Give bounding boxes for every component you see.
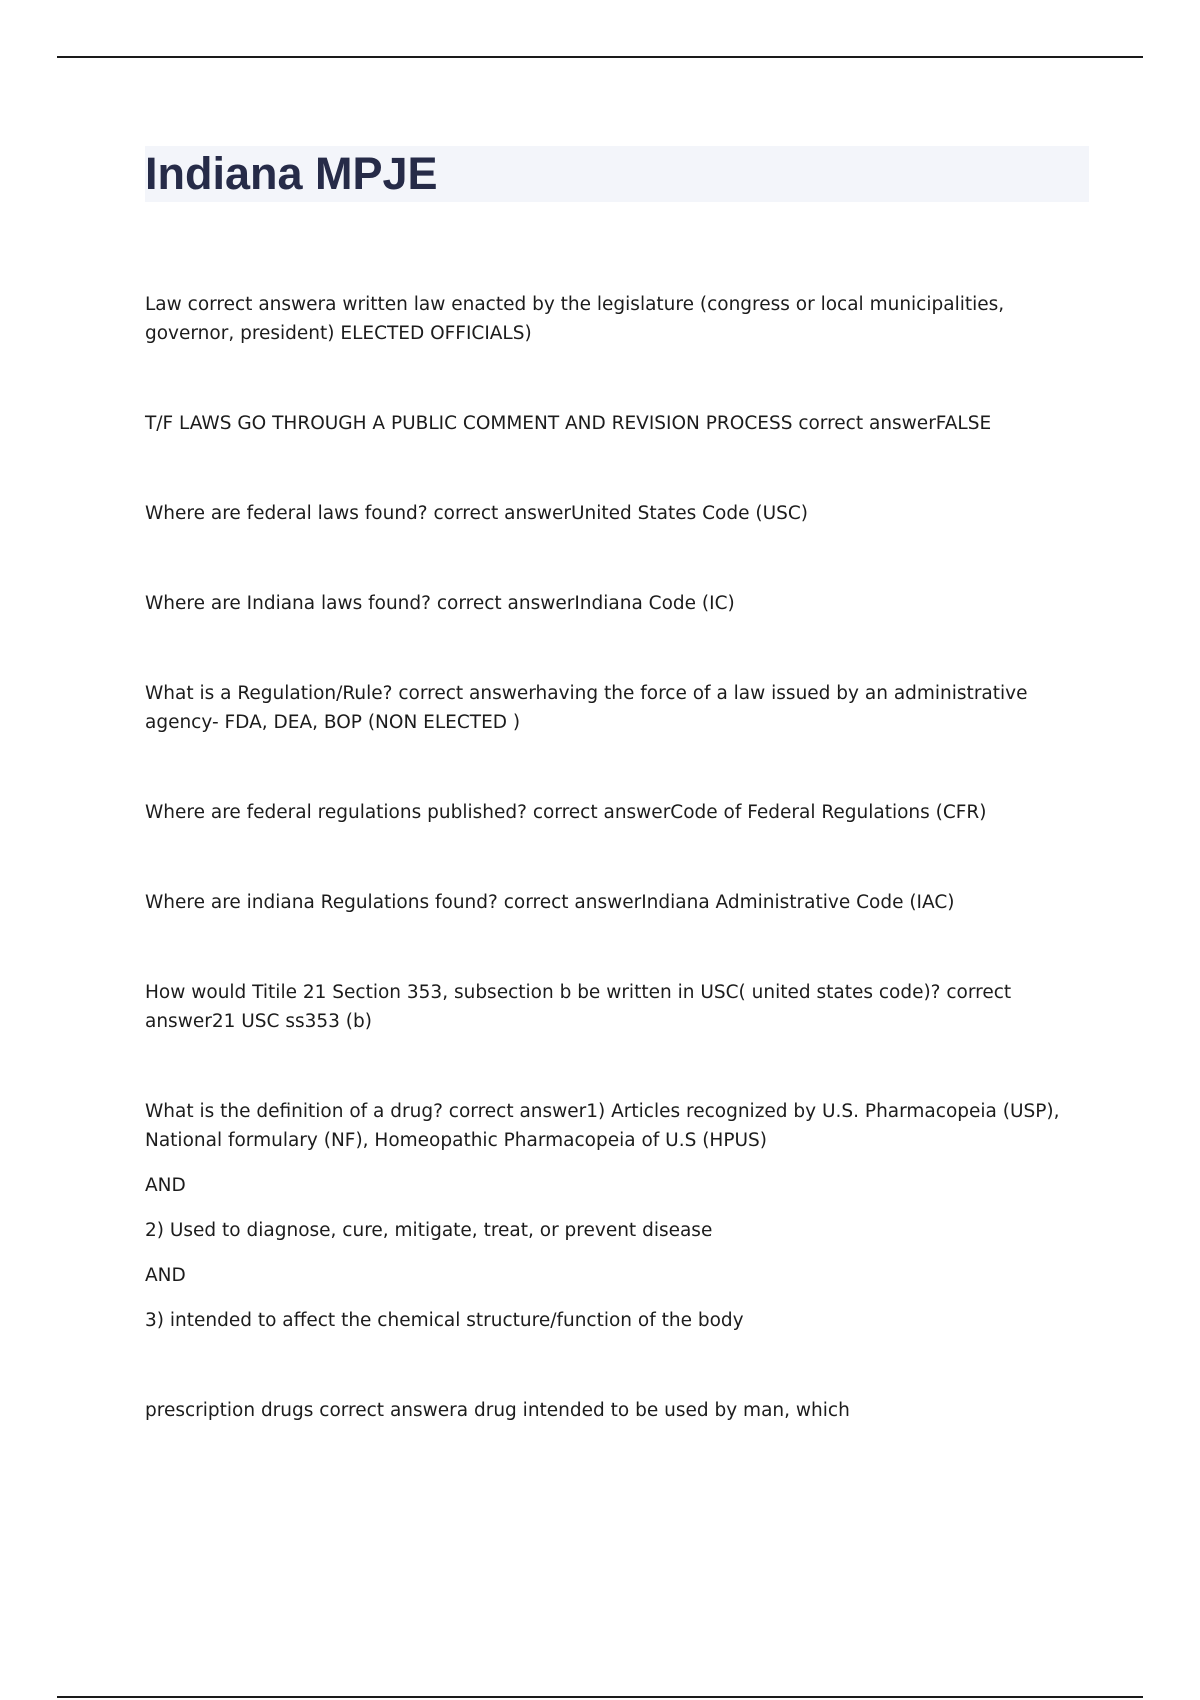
flashcard-text — [145, 978, 1090, 1036]
correct-answer-label: correct answer — [181, 294, 326, 315]
flashcard-text — [145, 589, 1090, 618]
top-divider — [57, 56, 1143, 58]
flashcard-text — [145, 1097, 1090, 1155]
flashcard-item — [145, 1097, 1090, 1335]
flashcard-item — [145, 888, 1090, 917]
flashcard-term: Where are federal laws found? — [145, 503, 428, 524]
flashcard-text — [145, 1396, 1090, 1425]
flashcard-text — [145, 290, 1090, 348]
flashcard-answer: Indiana Code (IC) — [574, 593, 735, 614]
flashcard-term: Where are indiana Regulations found? — [145, 892, 498, 913]
flashcard-answer: Indiana Administrative Code (IAC) — [641, 892, 955, 913]
flashcard-term: How would Titile 21 Section 353, subsection b be written in USC( united states code)? — [145, 982, 941, 1003]
flashcard-item — [145, 798, 1090, 827]
document-title: Indiana MPJE — [145, 148, 438, 199]
flashcard-term: Where are federal regulations published? — [145, 802, 527, 823]
flashcard-item — [145, 499, 1090, 528]
flashcard-answer: a written law enacted by the legislature (congress or local municipalities, governor, president) ELECTED OFFICIALS) — [145, 294, 1005, 344]
flashcard-item — [145, 1396, 1090, 1425]
flashcard-term: prescription drugs — [145, 1400, 314, 1421]
flashcard-answer-line: AND — [145, 1175, 186, 1196]
flashcard-term: T/F LAWS GO THROUGH A PUBLIC COMMENT AND REVISION PROCESS — [145, 413, 793, 434]
correct-answer-label: correct answer — [497, 892, 642, 913]
flashcard-answer: 21 USC ss353 (b) — [211, 1011, 372, 1032]
flashcard-term: What is a Regulation/Rule? — [145, 683, 393, 704]
flashcard-term: What is the definition of a drug? — [145, 1101, 443, 1122]
flashcard-text — [145, 679, 1090, 737]
correct-answer-label: correct answer — [427, 503, 571, 524]
correct-answer-label: correct answer — [442, 1101, 587, 1122]
flashcard-term: Where are Indiana laws found? — [145, 593, 431, 614]
flashcard-text — [145, 888, 1090, 917]
flashcard-answer: 1) Articles recognized by U.S. Pharmacopeia (USP), National formulary (NF), Homeopathic Pharmacopeia of U.S (HPUS) — [145, 1101, 1060, 1151]
correct-answer-label: correct answer — [792, 413, 936, 434]
flashcard-answer-line: 3) intended to affect the chemical structure/function of the body — [145, 1310, 744, 1331]
flashcard-answer: Code of Federal Regulations (CFR) — [670, 802, 987, 823]
flashcard-item — [145, 290, 1090, 348]
flashcard-text — [145, 409, 1090, 438]
flashcard-list — [145, 290, 1090, 1425]
flashcard-item — [145, 679, 1090, 737]
flashcard-text — [145, 798, 1090, 827]
flashcard-answer: having the force of a law issued by an administrative agency- FDA, DEA, BOP (NON ELECTED ) — [145, 683, 1028, 733]
correct-answer-label: correct answer — [392, 683, 536, 704]
flashcard-text — [145, 499, 1090, 528]
flashcard-answer: a drug intended to be used by man, which — [456, 1400, 850, 1421]
flashcard-answer-line: 2) Used to diagnose, cure, mitigate, treat, or prevent disease — [145, 1220, 713, 1241]
flashcard-item — [145, 409, 1090, 438]
correct-answer-label: correct answer — [313, 1400, 457, 1421]
flashcard-item — [145, 978, 1090, 1036]
flashcard-answer-line: AND — [145, 1265, 186, 1286]
correct-answer-label: correct answer — [430, 593, 575, 614]
flashcard-item — [145, 589, 1090, 618]
flashcard-answer: FALSE — [935, 413, 992, 434]
bottom-divider — [57, 1696, 1143, 1698]
correct-answer-label: correct answer — [145, 982, 1012, 1032]
flashcard-term: Law — [145, 294, 182, 315]
correct-answer-label: correct answer — [526, 802, 671, 823]
flashcard-answer: United States Code (USC) — [570, 503, 809, 524]
